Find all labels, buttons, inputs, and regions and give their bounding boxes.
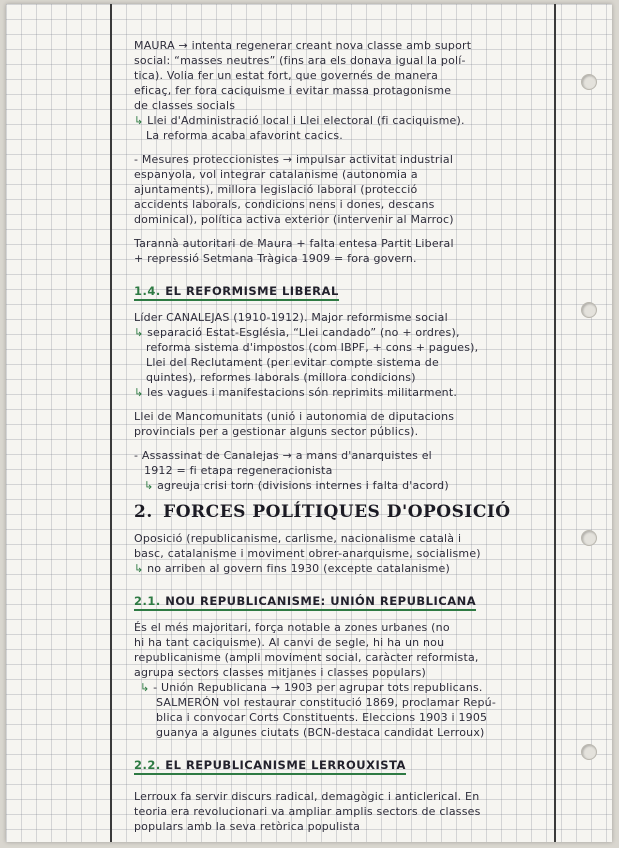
note-line: És el més majoritari, força notable a zones urbanes (no — [134, 621, 450, 634]
hook-arrow-icon: ↳ — [144, 479, 154, 492]
hook-arrow-icon: ↳ — [134, 114, 144, 127]
note-line: 1912 = fi etapa regeneracionista — [144, 464, 333, 477]
note-line: Tarannà autoritari de Maura + falta entesa Partit Liberal — [134, 237, 454, 250]
note-line: MAURA → intenta regenerar creant nova classe amb suport — [134, 39, 472, 52]
note-line: agrupa sectors classes mitjanes i classes populars) — [134, 666, 426, 679]
note-line: ↳ no arriben al govern fins 1930 (excepte catalanisme) — [134, 562, 451, 575]
lerroux-paragraph — [134, 789, 572, 834]
section-title: FORCES POLÍTIQUES D'OPOSICIÓ — [163, 502, 511, 522]
note-line: + repressió Setmana Tràgica 1909 = fora govern. — [134, 252, 417, 265]
note-line: republicanisme (ampli moviment social, caràcter reformista, — [134, 651, 479, 664]
note-line: ↳ les vagues i manifestacions són reprimits militarment. — [134, 386, 458, 399]
note-line: La reforma acaba afavorint cacics. — [146, 129, 343, 142]
note-line: de classes socials — [134, 99, 236, 112]
note-line: tica). Volia fer un estat fort, que governés de manera — [134, 69, 439, 82]
binder-hole — [581, 74, 597, 90]
binder-hole — [581, 302, 597, 318]
note-line: guanya a algunes ciutats (BCN-destaca candidat Lerroux) — [156, 726, 485, 739]
note-line: Llei de Mancomunitats (unió i autonomia de diputacions — [134, 410, 455, 423]
section-number: 1.4. — [134, 284, 161, 298]
section-number: 2.1. — [134, 594, 161, 608]
binder-hole — [581, 530, 597, 546]
note-line: - Assassinat de Canalejas → a mans d'anarquistes el — [134, 449, 432, 462]
note-line: Oposició (republicanisme, carlisme, nacionalisme català i — [134, 532, 462, 545]
section-heading-2 — [134, 502, 572, 522]
note-line: teoria era revolucionari va ampliar amplis sectors de classes — [134, 805, 481, 818]
section-heading-2-2 — [134, 758, 406, 775]
note-line: quintes), reformes laborals (millora condicions) — [146, 371, 416, 384]
note-line: social: “masses neutres” (fins ara els donava igual la polí- — [134, 54, 466, 67]
section-number: 2.2. — [134, 758, 161, 772]
assassinat-paragraph — [134, 448, 572, 493]
note-line: accidents laborals, condicions nens i dones, descans — [134, 198, 435, 211]
note-line: ↳ Llei d'Administració local i Llei electoral (fi caciquisme). — [134, 114, 465, 127]
note-line: Líder CANALEJAS (1910-1912). Major reformisme social — [134, 311, 448, 324]
hook-arrow-icon: ↳ — [140, 681, 150, 694]
hook-arrow-icon: ↳ — [134, 386, 144, 399]
mancomunitats-paragraph — [134, 409, 572, 439]
binder-hole — [581, 744, 597, 760]
note-line: basc, catalanisme i moviment obrer-anarquisme, socialisme) — [134, 547, 481, 560]
note-line: provincials per a gestionar alguns sector públics). — [134, 425, 419, 438]
note-line: ↳ separació Estat-Església, “Llei candado” (no + ordres), — [134, 326, 460, 339]
maura-paragraph — [134, 38, 572, 143]
notes-content — [134, 38, 572, 834]
section-title: EL REPUBLICANISME LERROUXISTA — [165, 758, 406, 772]
note-line: ajuntaments), millora legislació laboral (protecció — [134, 183, 418, 196]
hook-arrow-icon: ↳ — [134, 326, 144, 339]
note-line: Lerroux fa servir discurs radical, demagògic i anticlerical. En — [134, 790, 480, 803]
section-heading-2-1 — [134, 594, 476, 611]
note-line: populars amb la seva retòrica populista — [134, 820, 361, 833]
republica-paragraph — [134, 620, 572, 740]
note-line: SALMERÓN vol restaurar constitució 1869, proclamar Repú- — [156, 696, 496, 709]
note-line: - Mesures proteccionistes → impulsar activitat industrial — [134, 153, 454, 166]
notebook-page — [6, 4, 612, 842]
tarranna-paragraph — [134, 236, 572, 266]
note-line: Llei del Reclutament (per evitar compte sistema de — [146, 356, 439, 369]
canalejas-paragraph — [134, 310, 572, 400]
note-line: hi ha tant caciquisme). Al canvi de segle, hi ha un nou — [134, 636, 445, 649]
section-title: EL REFORMISME LIBERAL — [165, 284, 339, 298]
section-heading-1-4 — [134, 284, 339, 301]
note-line: eficaç, fer fora caciquisme i evitar massa protagonisme — [134, 84, 452, 97]
hook-arrow-icon: ↳ — [134, 562, 144, 575]
note-line: espanyola, vol integrar catalanisme (autonomia a — [134, 168, 418, 181]
note-line: reforma sistema d'impostos (com IBPF, + cons + pagues), — [146, 341, 479, 354]
section-title: NOU REPUBLICANISME: UNIÓN REPUBLICANA — [165, 594, 477, 608]
left-margin-line — [110, 4, 112, 842]
section-number: 2. — [134, 502, 153, 522]
oposicio-paragraph — [134, 531, 572, 576]
note-line: blica i convocar Corts Constituents. Eleccions 1903 i 1905 — [156, 711, 488, 724]
note-line: ↳ - Unión Republicana → 1903 per agrupar tots republicans. — [140, 681, 483, 694]
note-line: dominical), política activa exterior (intervenir al Marroc) — [134, 213, 454, 226]
note-line: ↳ agreuja crisi torn (divisions internes i falta d'acord) — [144, 479, 449, 492]
mesures-paragraph — [134, 152, 572, 227]
